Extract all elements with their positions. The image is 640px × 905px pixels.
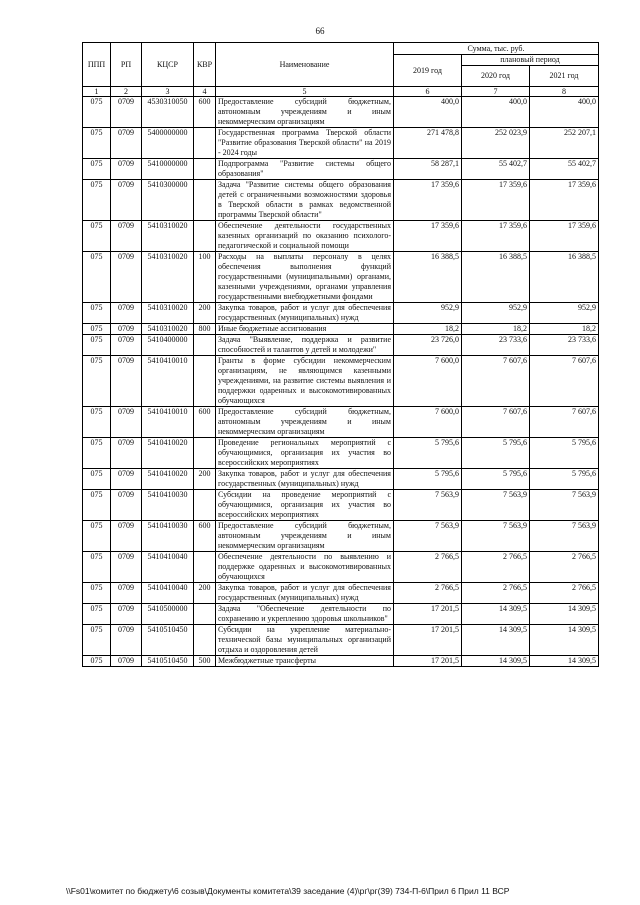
cell-amount-2019: 7 563,9 [394, 490, 462, 521]
cell-ppp: 075 [83, 552, 111, 583]
cell-amount-2020: 14 309,5 [462, 604, 530, 625]
cell-kvr [194, 335, 216, 356]
table-row [83, 252, 599, 303]
cell-name: Задача "Развитие системы общего образования детей с ограниченными возможностями здоровья в Тверской области в рамках ведомственной программы Тверской области" [216, 180, 394, 221]
cell-amount-2019: 58 287,1 [394, 159, 462, 180]
cell-amount-2021: 18,2 [530, 324, 599, 335]
cell-name: Обеспечение деятельности по выявлению и поддержке одаренных и высокомотивированных обучающихся [216, 552, 394, 583]
cell-kcsr: 5410510450 [142, 656, 194, 667]
cell-rp: 0709 [111, 552, 142, 583]
cell-amount-2019: 17 359,6 [394, 180, 462, 221]
cell-amount-2021: 23 733,6 [530, 335, 599, 356]
table-row [83, 521, 599, 552]
cell-rp: 0709 [111, 180, 142, 221]
cell-amount-2019: 271 478,8 [394, 128, 462, 159]
cell-amount-2021: 7 563,9 [530, 521, 599, 552]
cell-ppp: 075 [83, 407, 111, 438]
cell-amount-2021: 17 359,6 [530, 180, 599, 221]
table-row [83, 552, 599, 583]
cell-amount-2020: 17 359,6 [462, 180, 530, 221]
cell-amount-2019: 17 201,5 [394, 604, 462, 625]
cell-amount-2021: 14 309,5 [530, 656, 599, 667]
cell-amount-2019: 17 201,5 [394, 625, 462, 656]
cell-rp: 0709 [111, 252, 142, 303]
cell-amount-2019: 16 388,5 [394, 252, 462, 303]
cell-ppp: 075 [83, 180, 111, 221]
cell-kcsr: 5410410010 [142, 407, 194, 438]
cell-name: Предоставление субсидий бюджетным, автономным учреждениям и иным некоммерческим организациям [216, 407, 394, 438]
cell-amount-2020: 952,9 [462, 303, 530, 324]
cell-amount-2021: 14 309,5 [530, 604, 599, 625]
cell-ppp: 075 [83, 356, 111, 407]
cell-amount-2020: 17 359,6 [462, 221, 530, 252]
page-number: 66 [315, 26, 325, 36]
cell-ppp: 075 [83, 521, 111, 552]
cell-ppp: 075 [83, 128, 111, 159]
cell-kcsr: 5410310020 [142, 252, 194, 303]
cell-kcsr: 5410410030 [142, 490, 194, 521]
cell-rp: 0709 [111, 521, 142, 552]
cell-kvr [194, 438, 216, 469]
header-sum: Сумма, тыс. руб. [394, 43, 599, 55]
table-row [83, 625, 599, 656]
cell-kcsr: 5410410040 [142, 552, 194, 583]
header-year-2021: 2021 год [530, 66, 599, 87]
cell-amount-2019: 2 766,5 [394, 552, 462, 583]
cell-amount-2019: 7 600,0 [394, 356, 462, 407]
cell-name: Субсидии на укрепление материально-технической базы муниципальных организаций отдыха и оздоровления детей [216, 625, 394, 656]
cell-kvr [194, 625, 216, 656]
cell-rp: 0709 [111, 656, 142, 667]
cell-kvr: 200 [194, 583, 216, 604]
cell-amount-2019: 7 600,0 [394, 407, 462, 438]
cell-rp: 0709 [111, 97, 142, 128]
cell-name: Закупка товаров, работ и услуг для обеспечения государственных (муниципальных) нужд [216, 303, 394, 324]
table-row [83, 221, 599, 252]
cell-rp: 0709 [111, 159, 142, 180]
cell-amount-2020: 7 563,9 [462, 490, 530, 521]
cell-amount-2019: 7 563,9 [394, 521, 462, 552]
cell-rp: 0709 [111, 303, 142, 324]
cell-amount-2021: 7 563,9 [530, 490, 599, 521]
cell-amount-2021: 5 795,6 [530, 438, 599, 469]
cell-kcsr: 5400000000 [142, 128, 194, 159]
cell-amount-2019: 952,9 [394, 303, 462, 324]
cell-kcsr: 5410310020 [142, 221, 194, 252]
cell-kvr: 200 [194, 303, 216, 324]
cell-amount-2020: 252 023,9 [462, 128, 530, 159]
header-planned-period: плановый период [462, 55, 599, 66]
cell-amount-2019: 2 766,5 [394, 583, 462, 604]
table-row [83, 583, 599, 604]
cell-name: Закупка товаров, работ и услуг для обеспечения государственных (муниципальных) нужд [216, 583, 394, 604]
cell-rp: 0709 [111, 356, 142, 407]
cell-kvr [194, 604, 216, 625]
cell-kcsr: 5410510450 [142, 625, 194, 656]
cell-ppp: 075 [83, 656, 111, 667]
cell-kvr [194, 221, 216, 252]
column-index: 1 [83, 87, 111, 97]
column-index: 4 [194, 87, 216, 97]
cell-name: Проведение региональных мероприятий с обучающимися, организация их участия во всероссийских мероприятиях [216, 438, 394, 469]
cell-kvr: 600 [194, 97, 216, 128]
table-row [83, 356, 599, 407]
cell-name: Предоставление субсидий бюджетным, автономным учреждениям и иным некоммерческим организациям [216, 97, 394, 128]
cell-ppp: 075 [83, 604, 111, 625]
cell-amount-2021: 7 607,6 [530, 356, 599, 407]
cell-rp: 0709 [111, 221, 142, 252]
column-index-row [83, 87, 599, 97]
cell-amount-2020: 14 309,5 [462, 656, 530, 667]
cell-kvr: 600 [194, 521, 216, 552]
cell-ppp: 075 [83, 583, 111, 604]
column-index: 2 [111, 87, 142, 97]
header-year-2019: 2019 год [394, 55, 462, 87]
header-kvr: КВР [194, 43, 216, 87]
table-body [83, 97, 599, 667]
header-rp: РП [111, 43, 142, 87]
header-ppp: ППП [83, 43, 111, 87]
cell-rp: 0709 [111, 324, 142, 335]
table-row [83, 335, 599, 356]
cell-rp: 0709 [111, 625, 142, 656]
cell-name: Предоставление субсидий бюджетным, автономным учреждениям и иным некоммерческим организациям [216, 521, 394, 552]
cell-amount-2020: 5 795,6 [462, 438, 530, 469]
cell-name: Закупка товаров, работ и услуг для обеспечения государственных (муниципальных) нужд [216, 469, 394, 490]
cell-ppp: 075 [83, 335, 111, 356]
cell-amount-2020: 14 309,5 [462, 625, 530, 656]
cell-ppp: 075 [83, 625, 111, 656]
header-year-2020: 2020 год [462, 66, 530, 87]
header-kcsr: КЦСР [142, 43, 194, 87]
cell-ppp: 075 [83, 221, 111, 252]
cell-rp: 0709 [111, 583, 142, 604]
cell-amount-2019: 5 795,6 [394, 469, 462, 490]
cell-kvr [194, 128, 216, 159]
cell-ppp: 075 [83, 438, 111, 469]
column-index: 3 [142, 87, 194, 97]
cell-kvr [194, 356, 216, 407]
cell-ppp: 075 [83, 97, 111, 128]
cell-kvr [194, 552, 216, 583]
budget-table [82, 42, 599, 667]
column-index: 5 [216, 87, 394, 97]
cell-amount-2021: 14 309,5 [530, 625, 599, 656]
cell-kcsr: 5410000000 [142, 159, 194, 180]
cell-amount-2021: 252 207,1 [530, 128, 599, 159]
cell-amount-2021: 2 766,5 [530, 552, 599, 583]
table-row [83, 656, 599, 667]
cell-rp: 0709 [111, 407, 142, 438]
cell-rp: 0709 [111, 604, 142, 625]
table-row [83, 159, 599, 180]
cell-amount-2021: 7 607,6 [530, 407, 599, 438]
header-row-1 [83, 43, 599, 55]
cell-kvr [194, 490, 216, 521]
cell-amount-2020: 7 563,9 [462, 521, 530, 552]
table-row [83, 303, 599, 324]
cell-amount-2021: 5 795,6 [530, 469, 599, 490]
table-row [83, 97, 599, 128]
cell-kcsr: 5410300000 [142, 180, 194, 221]
header-name: Наименование [216, 43, 394, 87]
table-row [83, 180, 599, 221]
cell-amount-2020: 23 733,6 [462, 335, 530, 356]
cell-kcsr: 5410310020 [142, 324, 194, 335]
cell-amount-2020: 5 795,6 [462, 469, 530, 490]
cell-kcsr: 5410410020 [142, 469, 194, 490]
cell-amount-2021: 55 402,7 [530, 159, 599, 180]
table-row [83, 128, 599, 159]
cell-ppp: 075 [83, 159, 111, 180]
cell-amount-2020: 18,2 [462, 324, 530, 335]
cell-kvr: 100 [194, 252, 216, 303]
table-row [83, 407, 599, 438]
cell-amount-2020: 2 766,5 [462, 552, 530, 583]
cell-amount-2021: 2 766,5 [530, 583, 599, 604]
cell-amount-2021: 400,0 [530, 97, 599, 128]
cell-kcsr: 5410410040 [142, 583, 194, 604]
cell-kcsr: 4530310050 [142, 97, 194, 128]
cell-name: Расходы на выплаты персоналу в целях обеспечения выполнения функций государственными (муниципальными) органами, казенными учреждениями, органами управления государственными внебюджетными фондами [216, 252, 394, 303]
cell-amount-2020: 7 607,6 [462, 407, 530, 438]
cell-kvr [194, 159, 216, 180]
cell-name: Субсидии на проведение мероприятий с обучающимися, организация их участия во всероссийских мероприятиях [216, 490, 394, 521]
table-row [83, 438, 599, 469]
cell-rp: 0709 [111, 335, 142, 356]
table-row [83, 469, 599, 490]
cell-amount-2019: 23 726,0 [394, 335, 462, 356]
cell-kvr: 500 [194, 656, 216, 667]
cell-kcsr: 5410310020 [142, 303, 194, 324]
cell-kcsr: 5410410020 [142, 438, 194, 469]
cell-kcsr: 5410410030 [142, 521, 194, 552]
cell-ppp: 075 [83, 252, 111, 303]
cell-ppp: 075 [83, 490, 111, 521]
cell-name: Государственная программа Тверской области "Развитие образования Тверской области" на 2019 - 2024 годы [216, 128, 394, 159]
cell-amount-2020: 16 388,5 [462, 252, 530, 303]
cell-ppp: 075 [83, 303, 111, 324]
cell-kcsr: 5410410010 [142, 356, 194, 407]
cell-kcsr: 5410500000 [142, 604, 194, 625]
footer-file-path: \\Fs01\комитет по бюджету\6 созыв\Документы комитета\39 заседание (4)\рг\рг(39) 734-П-6\Прил 6 Прил 11 ВСР [66, 886, 510, 896]
cell-rp: 0709 [111, 128, 142, 159]
cell-amount-2019: 400,0 [394, 97, 462, 128]
cell-amount-2019: 18,2 [394, 324, 462, 335]
table-row [83, 324, 599, 335]
column-index: 7 [462, 87, 530, 97]
cell-name: Задача "Выявление, поддержка и развитие способностей и талантов у детей и молодежи" [216, 335, 394, 356]
cell-amount-2020: 7 607,6 [462, 356, 530, 407]
cell-amount-2020: 400,0 [462, 97, 530, 128]
table-row [83, 604, 599, 625]
cell-name: Подпрограмма "Развитие системы общего образования" [216, 159, 394, 180]
table-row [83, 490, 599, 521]
cell-amount-2021: 16 388,5 [530, 252, 599, 303]
cell-kvr: 800 [194, 324, 216, 335]
cell-amount-2019: 17 201,5 [394, 656, 462, 667]
cell-rp: 0709 [111, 469, 142, 490]
cell-amount-2021: 17 359,6 [530, 221, 599, 252]
cell-amount-2019: 17 359,6 [394, 221, 462, 252]
column-index: 6 [394, 87, 462, 97]
cell-rp: 0709 [111, 490, 142, 521]
cell-name: Межбюджетные трансферты [216, 656, 394, 667]
cell-name: Обеспечение деятельности государственных казенных организаций по оказанию психолого-педагогической и социальной помощи [216, 221, 394, 252]
cell-name: Задача "Обеспечение деятельности по сохранению и укреплению здоровья школьников" [216, 604, 394, 625]
cell-amount-2020: 55 402,7 [462, 159, 530, 180]
cell-ppp: 075 [83, 469, 111, 490]
cell-name: Гранты в форме субсидии некоммерческим организациям, не являющимся казенными учреждениями, на развитие системы выявления и поддержки одаренных и высокомотивированных обучающихся [216, 356, 394, 407]
cell-amount-2019: 5 795,6 [394, 438, 462, 469]
cell-amount-2021: 952,9 [530, 303, 599, 324]
cell-kcsr: 5410400000 [142, 335, 194, 356]
cell-rp: 0709 [111, 438, 142, 469]
cell-name: Иные бюджетные ассигнования [216, 324, 394, 335]
cell-kvr: 200 [194, 469, 216, 490]
cell-ppp: 075 [83, 324, 111, 335]
cell-amount-2020: 2 766,5 [462, 583, 530, 604]
column-index: 8 [530, 87, 599, 97]
cell-kvr [194, 180, 216, 221]
cell-kvr: 600 [194, 407, 216, 438]
